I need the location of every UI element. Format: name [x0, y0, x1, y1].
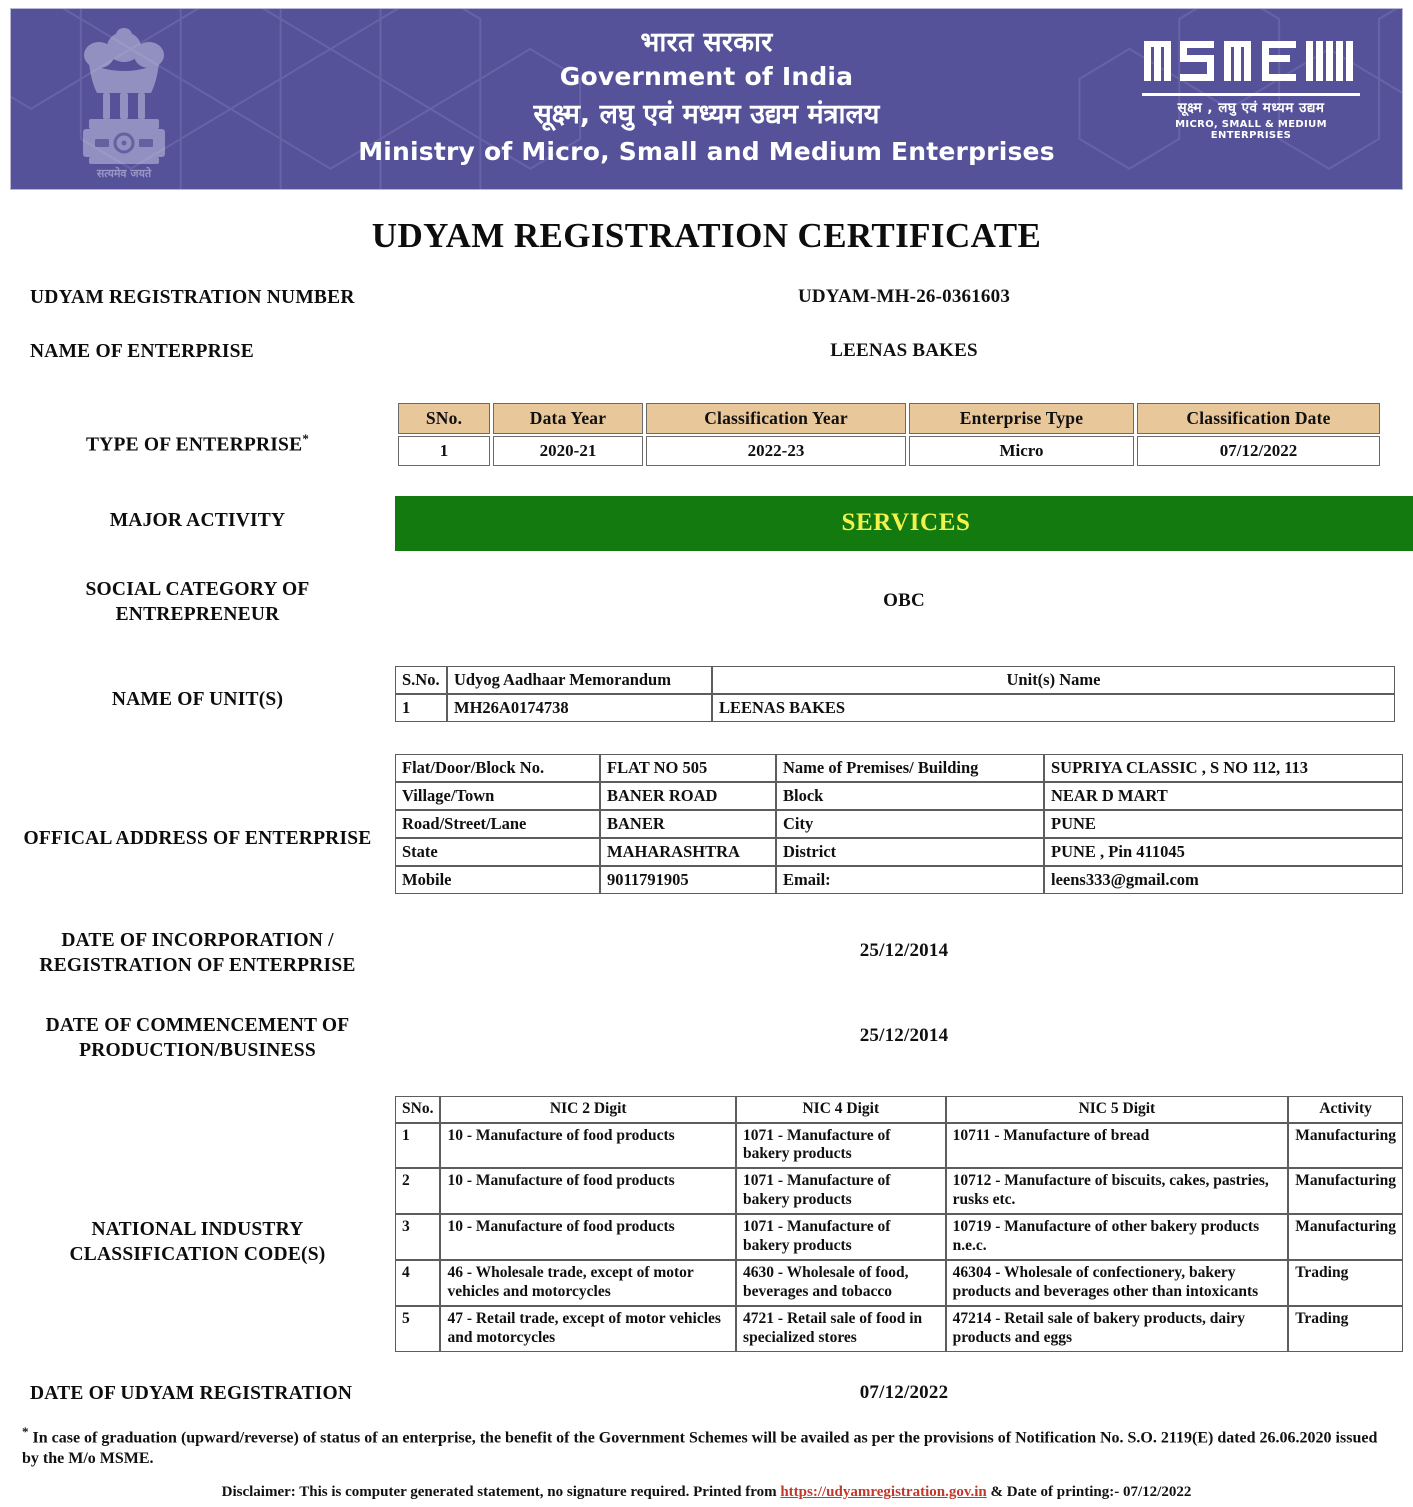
graduation-footnote — [22, 1423, 1391, 1471]
col-header-classification-year: Classification Year — [646, 403, 906, 434]
social-category-label: SOCIAL CATEGORY OF ENTREPRENEUR — [85, 578, 310, 625]
table-header-row — [395, 1096, 1403, 1123]
major-activity-label: MAJOR ACTIVITY — [109, 509, 286, 531]
cell-activity: Manufacturing — [1288, 1214, 1403, 1260]
unit-names-table — [395, 666, 1395, 722]
addr-key-district: District — [776, 838, 1044, 866]
cell-nic-sno: 4 — [395, 1260, 440, 1306]
cell-classification-year: 2022-23 — [646, 436, 906, 466]
msme-logo-divider — [1142, 93, 1360, 96]
cell-nic2: 10 - Manufacture of food products — [440, 1168, 736, 1214]
addr-value-road: BANER — [600, 810, 776, 838]
addr-key-city: City — [776, 810, 1044, 838]
major-activity-banner: SERVICES — [395, 496, 1413, 551]
addr-key-block: Block — [776, 782, 1044, 810]
cell-nic2: 10 - Manufacture of food products — [440, 1214, 736, 1260]
addr-value-premises: SUPRIYA CLASSIC , S NO 112, 113 — [1044, 754, 1403, 782]
table-row — [395, 1168, 1403, 1214]
enterprise-name-value: LEENAS BAKES — [830, 339, 978, 361]
cell-unit-name: LEENAS BAKES — [712, 694, 1395, 722]
cell-nic5: 46304 - Wholesale of confectionery, bakery products and beverages other than intoxicants — [946, 1260, 1289, 1306]
udyam-number-label: UDYAM REGISTRATION NUMBER — [30, 287, 355, 308]
cell-nic4: 4721 - Retail sale of food in specialized stores — [736, 1306, 946, 1352]
field-row-unit-names — [0, 666, 1413, 722]
table-row — [398, 436, 1380, 466]
field-row-commencement-date — [0, 1014, 1413, 1064]
incorporation-date-value: 25/12/2014 — [859, 939, 949, 961]
cell-nic-sno: 3 — [395, 1214, 440, 1260]
cell-activity: Manufacturing — [1288, 1168, 1403, 1214]
udyam-portal-link[interactable]: https://udyamregistration.gov.in — [780, 1484, 987, 1501]
enterprise-type-label — [0, 401, 395, 458]
enterprise-type-asterisk: * — [302, 430, 310, 446]
addr-key-email: Email: — [776, 866, 1044, 894]
table-row — [395, 810, 1403, 838]
unit-names-label: NAME OF UNIT(S) — [111, 688, 284, 710]
addr-value-state: MAHARASHTRA — [600, 838, 776, 866]
cell-nic5: 10711 - Manufacture of bread — [946, 1123, 1289, 1169]
cell-uam-number: MH26A0174738 — [447, 694, 712, 722]
table-row — [395, 1306, 1403, 1352]
nic-codes-table — [395, 1096, 1403, 1352]
page-title: UDYAM REGISTRATION CERTIFICATE — [371, 216, 1042, 255]
table-header-row — [398, 403, 1380, 434]
enterprise-name-label: NAME OF ENTERPRISE — [30, 340, 254, 362]
table-row — [395, 1123, 1403, 1169]
table-row — [395, 1214, 1403, 1260]
cell-enterprise-type: Micro — [909, 436, 1134, 466]
col-header-data-year: Data Year — [493, 403, 643, 434]
addr-value-city: PUNE — [1044, 810, 1403, 838]
cell-nic4: 1071 - Manufacture of bakery products — [736, 1123, 946, 1169]
field-row-nic-codes — [0, 1096, 1413, 1352]
col-header-uam: Udyog Aadhaar Memorandum — [447, 666, 712, 694]
cell-nic-sno: 2 — [395, 1168, 440, 1214]
field-row-udyam-number — [0, 286, 1413, 311]
commencement-date-label: DATE OF COMMENCEMENT OF PRODUCTION/BUSINESS — [45, 1014, 350, 1061]
cell-activity: Trading — [1288, 1260, 1403, 1306]
cell-nic-sno: 5 — [395, 1306, 440, 1352]
incorporation-date-label: DATE OF INCORPORATION / REGISTRATION OF ENTERPRISE — [39, 929, 356, 976]
header-english-government: Government of India — [559, 61, 854, 91]
table-row — [395, 694, 1395, 722]
cell-nic5: 47214 - Retail sale of bakery products, dairy products and eggs — [946, 1306, 1289, 1352]
addr-value-mobile: 9011791905 — [600, 866, 776, 894]
cell-nic4: 1071 - Manufacture of bakery products — [736, 1214, 946, 1260]
table-row — [395, 754, 1403, 782]
cell-activity: Manufacturing — [1288, 1123, 1403, 1169]
cell-classification-date: 07/12/2022 — [1137, 436, 1380, 466]
addr-key-premises: Name of Premises/ Building — [776, 754, 1044, 782]
table-row — [395, 838, 1403, 866]
social-category-value: OBC — [883, 589, 925, 611]
header-hindi-government: भारत सरकार — [640, 27, 773, 58]
cell-sno: 1 — [398, 436, 490, 466]
field-row-udyam-registration-date — [0, 1382, 1413, 1407]
msme-hindi-subtitle: सूक्ष्म , लघु एवं मध्यम उद्यम — [1177, 100, 1325, 116]
field-row-enterprise-name — [0, 340, 1413, 365]
addr-key-village: Village/Town — [395, 782, 600, 810]
footnote-asterisk: * — [22, 1423, 29, 1439]
col-header-nic5: NIC 5 Digit — [946, 1096, 1289, 1123]
certificate-header — [10, 8, 1403, 190]
col-header-sno: SNo. — [398, 403, 490, 434]
udyam-number-value: UDYAM-MH-26-0361603 — [797, 286, 1011, 307]
addr-value-district: PUNE , Pin 411045 — [1044, 838, 1403, 866]
cell-nic-sno: 1 — [395, 1123, 440, 1169]
addr-value-email: leens333@gmail.com — [1044, 866, 1403, 894]
cell-nic5: 10719 - Manufacture of other bakery products n.e.c. — [946, 1214, 1289, 1260]
enterprise-type-label-text: TYPE OF ENTERPRISE — [85, 434, 303, 456]
addr-key-mobile: Mobile — [395, 866, 600, 894]
cell-data-year: 2020-21 — [493, 436, 643, 466]
enterprise-type-table — [395, 401, 1383, 468]
official-address-table — [395, 754, 1403, 894]
col-header-nic4: NIC 4 Digit — [736, 1096, 946, 1123]
cell-activity: Trading — [1288, 1306, 1403, 1352]
table-header-row — [395, 666, 1395, 694]
addr-key-road: Road/Street/Lane — [395, 810, 600, 838]
table-row — [395, 866, 1403, 894]
official-address-label: OFFICAL ADDRESS OF ENTERPRISE — [23, 827, 372, 849]
field-row-major-activity — [0, 496, 1413, 551]
msme-logo — [1142, 31, 1360, 141]
msme-wordmark-icon — [1142, 31, 1360, 89]
col-header-classification-date: Classification Date — [1137, 403, 1380, 434]
disclaimer-text-post: & Date of printing:- 07/12/2022 — [986, 1484, 1192, 1501]
header-hindi-ministry: सूक्ष्म, लघु एवं मध्यम उद्यम मंत्रालय — [533, 99, 880, 131]
addr-value-village: BANER ROAD — [600, 782, 776, 810]
nic-codes-label: NATIONAL INDUSTRY CLASSIFICATION CODE(S) — [69, 1218, 326, 1265]
table-row — [395, 1260, 1403, 1306]
col-header-nic2: NIC 2 Digit — [440, 1096, 736, 1123]
cell-nic2: 47 - Retail trade, except of motor vehicles and motorcycles — [440, 1306, 736, 1352]
emblem-caption: सत्यमेव जयते — [96, 167, 152, 180]
field-row-enterprise-type — [0, 401, 1413, 468]
cell-nic5: 10712 - Manufacture of biscuits, cakes, pastries, rusks etc. — [946, 1168, 1289, 1214]
cell-nic2: 46 - Wholesale trade, except of motor vehicles and motorcycles — [440, 1260, 736, 1306]
cell-nic2: 10 - Manufacture of food products — [440, 1123, 736, 1169]
table-row — [395, 782, 1403, 810]
field-row-incorporation-date — [0, 929, 1413, 979]
col-header-nic-sno: SNo. — [395, 1096, 440, 1123]
field-row-official-address — [0, 754, 1413, 894]
col-header-activity: Activity — [1288, 1096, 1403, 1123]
disclaimer — [0, 1484, 1413, 1501]
cell-nic4: 1071 - Manufacture of bakery products — [736, 1168, 946, 1214]
addr-value-block: NEAR D MART — [1044, 782, 1403, 810]
col-header-unit-sno: S.No. — [395, 666, 447, 694]
footnote-text: In case of graduation (upward/reverse) of status of an enterprise, the benefit of the Government Schemes will be availed as per the provisions of Notification No. S.O. 2119(E) dated 26.06.2020 issued by the M/o MSME. — [22, 1428, 1378, 1468]
addr-key-state: State — [395, 838, 600, 866]
col-header-unit-name: Unit(s) Name — [712, 666, 1395, 694]
commencement-date-value: 25/12/2014 — [859, 1024, 949, 1046]
field-row-social-category — [0, 578, 1413, 628]
disclaimer-text-pre: Disclaimer: This is computer generated statement, no signature required. Printed from — [221, 1484, 781, 1501]
header-english-ministry: Ministry of Micro, Small and Medium Enterprises — [358, 137, 1055, 167]
cell-nic4: 4630 - Wholesale of food, beverages and tobacco — [736, 1260, 946, 1306]
addr-value-flat: FLAT NO 505 — [600, 754, 776, 782]
addr-key-flat: Flat/Door/Block No. — [395, 754, 600, 782]
udyam-registration-date-value: 07/12/2022 — [859, 1381, 949, 1403]
col-header-enterprise-type: Enterprise Type — [909, 403, 1134, 434]
cell-unit-sno: 1 — [395, 694, 447, 722]
msme-english-subtitle: MICRO, SMALL & MEDIUM ENTERPRISES — [1175, 119, 1327, 142]
udyam-registration-date-label: DATE OF UDYAM REGISTRATION — [30, 1382, 353, 1404]
